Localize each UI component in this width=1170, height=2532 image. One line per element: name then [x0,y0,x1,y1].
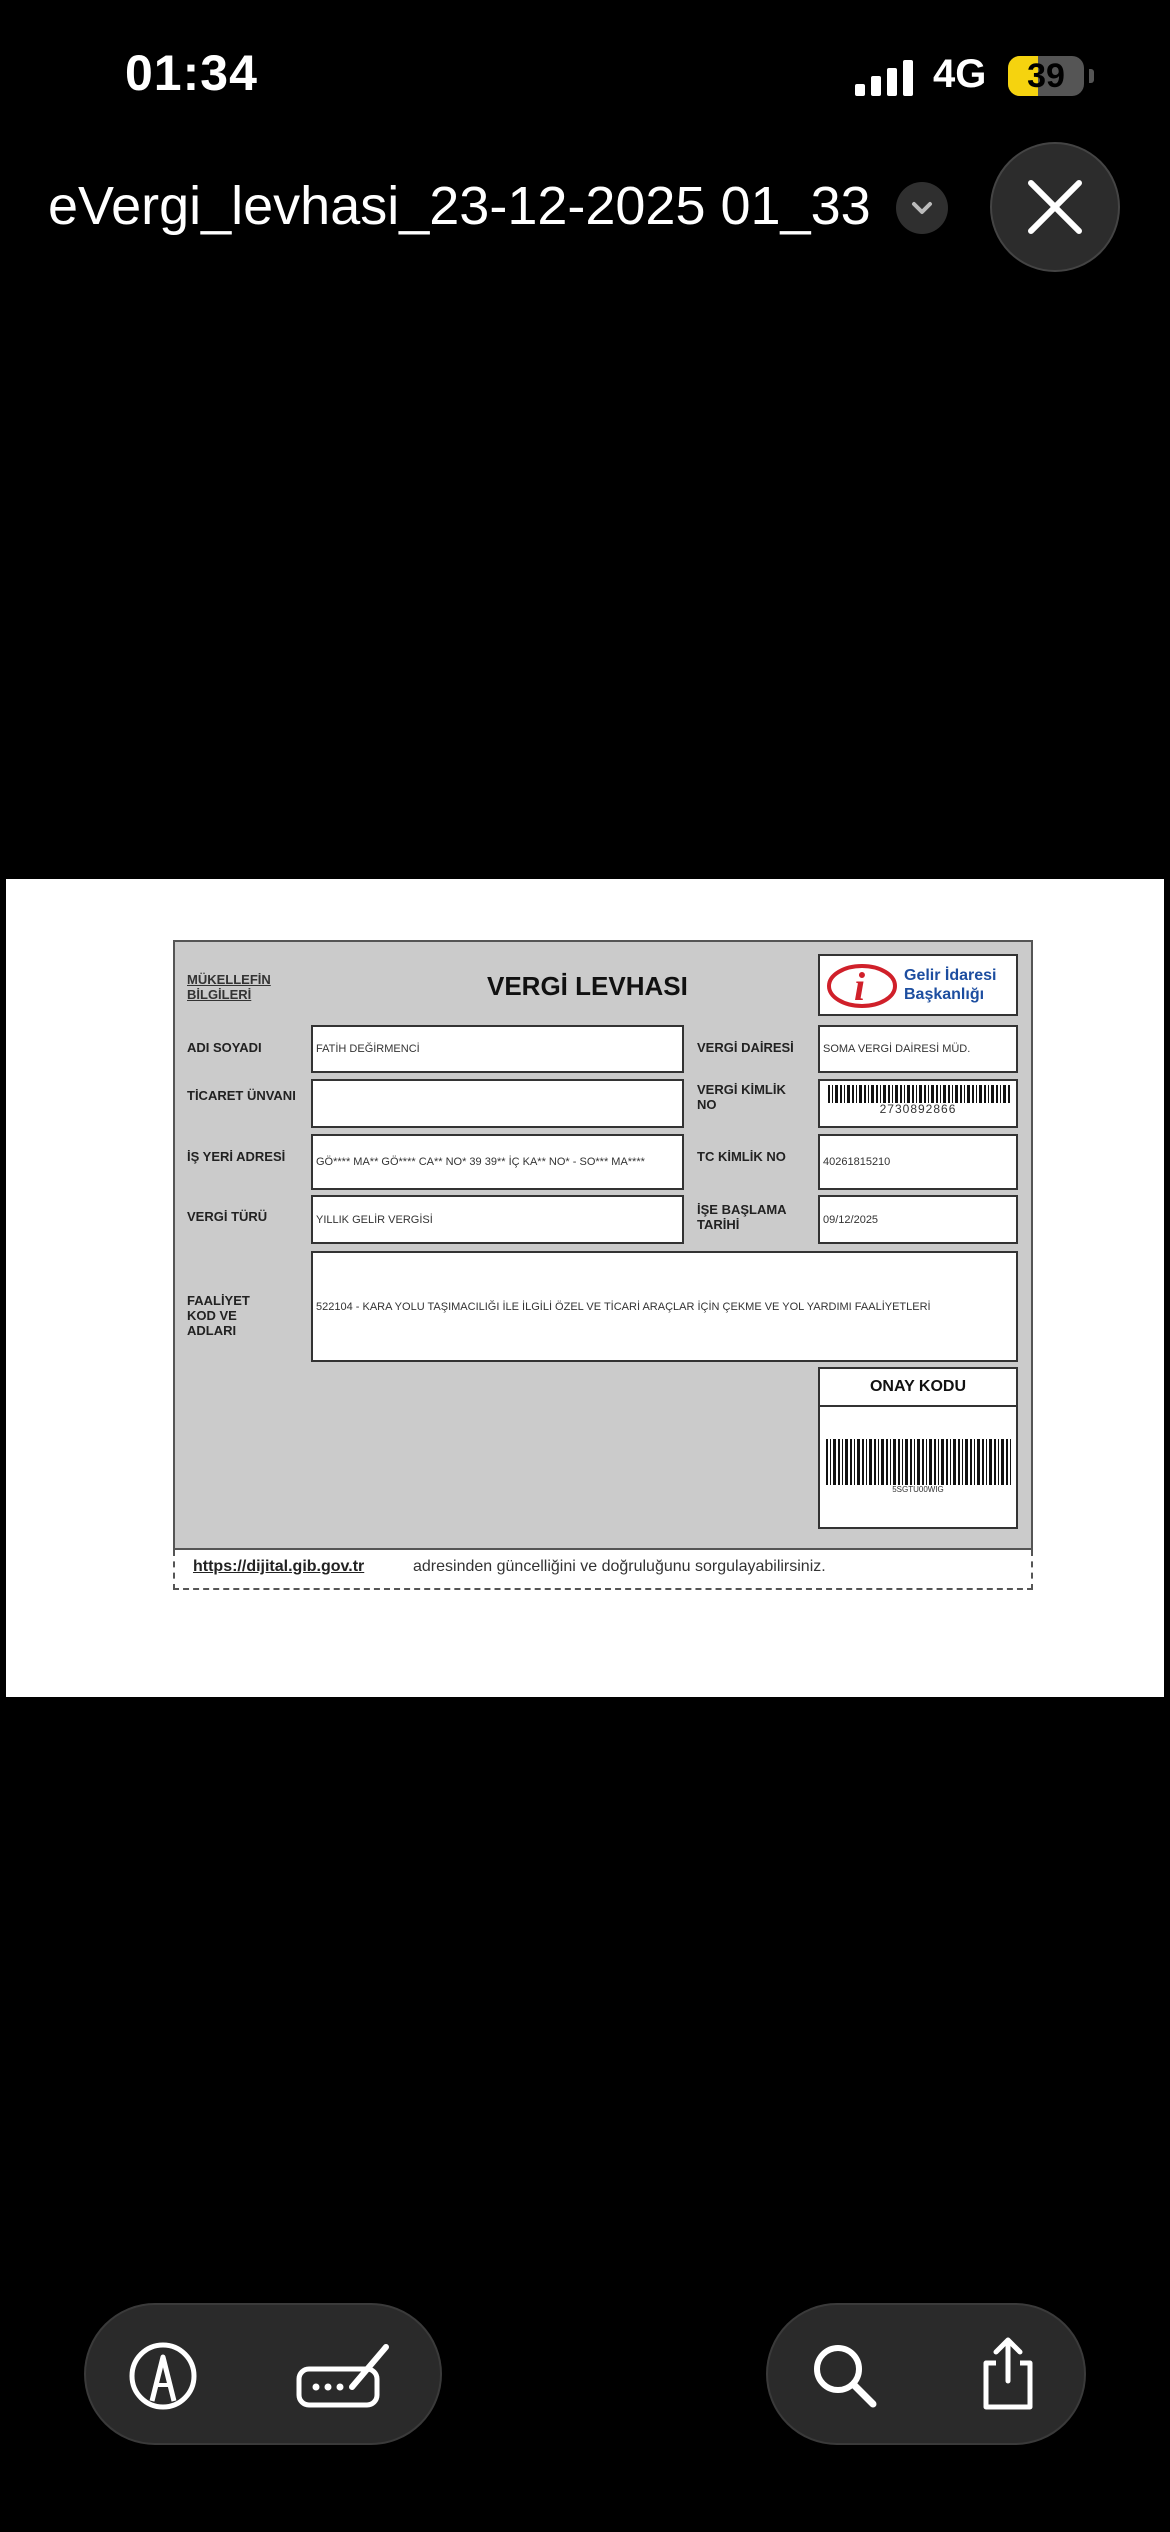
barcode-bar [929,1439,932,1485]
barcode-bar [924,1085,926,1103]
barcode-bar [914,1439,915,1485]
barcode-bar [844,1085,845,1103]
barcode-bar [991,1085,994,1103]
barcode-bar [1001,1439,1004,1485]
barcode-bar [842,1439,843,1485]
document-page[interactable] [6,879,1164,1697]
barcode-bar [922,1439,924,1485]
barcode-bar [902,1439,903,1485]
barcode-bar [828,1085,830,1103]
barcode-bar [880,1085,881,1103]
barcode-bar [876,1085,878,1103]
title-menu-button[interactable] [896,182,948,234]
left-toolbar [84,2303,442,2445]
barcode-bar [898,1439,900,1485]
label-activity: FAALİYET KOD VE ADLARI [187,1293,250,1338]
barcode-bar [974,1439,975,1485]
signature-icon[interactable] [296,2341,396,2411]
share-icon[interactable] [978,2335,1038,2411]
barcode-bar [864,1085,866,1103]
battery-tip [1089,69,1094,83]
barcode-bar [904,1085,905,1103]
label-tax-id: VERGİ KİMLİK NO [697,1082,786,1112]
document-heading: VERGİ LEVHASI [487,971,688,1001]
document-title[interactable]: eVergi_levhasi_23-12-2025 01_33 [48,176,871,236]
barcode-bar [862,1439,864,1485]
barcode-bar [1006,1439,1008,1485]
value-trade-name [311,1079,684,1128]
barcode-bar [972,1085,974,1103]
tax-id-barcode [828,1085,1010,1103]
barcode-bar [905,1439,908,1485]
barcode-bar [871,1085,874,1103]
barcode-bar [977,1439,980,1485]
barcode-bar [900,1085,902,1103]
value-tax-type: YILLIK GELİR VERGİSİ [311,1195,684,1244]
right-toolbar [766,2303,1086,2445]
barcode-bar [976,1085,977,1103]
barcode-bar [917,1439,920,1485]
barcode-bar [878,1439,879,1485]
barcode-bar [931,1085,934,1103]
barcode-bar [953,1439,956,1485]
approval-barcode [826,1439,1012,1485]
barcode-bar [928,1085,929,1103]
value-tc-id: 40261815210 [818,1134,1018,1190]
barcode-bar [982,1439,984,1485]
label-address: İŞ YERİ ADRESİ [187,1149,286,1164]
section-label: MÜKELLEFİN BİLGİLERİ [187,972,271,1002]
value-activity: 522104 - KARA YOLU TAŞIMACILIĞI İLE İLGİLİ ÖZEL VE TİCARİ ARAÇLAR İÇİN ÇEKME VE YOL YARDIMI FAALİYETLERİ [311,1251,1018,1362]
barcode-bar [892,1085,893,1103]
barcode-bar [940,1085,941,1103]
approval-box [818,1405,1018,1529]
barcode-bar [946,1439,948,1485]
barcode-bar [895,1085,898,1103]
barcode-bar [979,1085,982,1103]
barcode-bar [830,1439,831,1485]
network-type: 4G [933,52,987,96]
barcode-bar [912,1085,914,1103]
barcode-bar [847,1085,850,1103]
barcode-bar [910,1439,912,1485]
footer-link[interactable]: https://dijital.gib.gov.tr [193,1558,365,1575]
barcode-bar [835,1085,838,1103]
tax-plate [173,940,1033,1550]
chevron-down-icon [909,196,935,220]
cellular-signal-icon [855,60,915,96]
barcode-bar [840,1085,842,1103]
gib-logo-icon [826,962,898,1010]
barcode-bar [907,1085,910,1103]
markup-pen-icon[interactable] [128,2341,198,2411]
barcode-bar [1003,1085,1006,1103]
gib-logo [818,954,1018,1016]
barcode-bar [960,1085,962,1103]
barcode-bar [850,1439,852,1485]
approval-code: 5SGTU00WIG [892,1485,944,1494]
barcode-bar [1008,1085,1010,1103]
barcode-bar [866,1439,867,1485]
barcode-bar [964,1085,965,1103]
value-tax-id-box [818,1079,1018,1128]
label-trade-name: TİCARET ÜNVANI [187,1088,296,1103]
barcode-bar [893,1439,896,1485]
barcode-bar [854,1439,855,1485]
barcode-bar [857,1439,860,1485]
battery-icon [1008,56,1084,96]
label-tax-type: VERGİ TÜRÜ [187,1209,268,1224]
label-start-date: İŞE BAŞLAMA TARİHİ [697,1202,787,1232]
barcode-bar [874,1439,876,1485]
barcode-bar [996,1085,998,1103]
label-tc-id: TC KİMLİK NO [697,1149,786,1164]
barcode-bar [838,1439,840,1485]
barcode-bar [967,1085,970,1103]
close-icon [1025,177,1085,237]
logo-text: Gelir İdaresi Başkanlığı [904,967,997,1003]
barcode-bar [845,1439,848,1485]
barcode-bar [868,1085,869,1103]
barcode-bar [984,1085,986,1103]
barcode-bar [950,1439,951,1485]
barcode-bar [881,1439,884,1485]
barcode-bar [886,1439,888,1485]
barcode-bar [852,1085,854,1103]
barcode-bar [962,1439,963,1485]
search-icon[interactable] [810,2341,880,2411]
barcode-bar [948,1085,950,1103]
footer-note: adresinden güncelliğini ve doğruluğunu sorgulayabilirsiniz. [413,1558,826,1575]
barcode-bar [890,1439,891,1485]
barcode-bar [883,1085,886,1103]
barcode-bar [958,1439,960,1485]
barcode-bar [938,1439,939,1485]
barcode-bar [832,1085,833,1103]
barcode-bar [833,1439,836,1485]
barcode-bar [934,1439,936,1485]
barcode-bar [989,1439,992,1485]
barcode-bar [970,1439,972,1485]
value-name: FATİH DEĞİRMENCİ [311,1025,684,1073]
barcode-bar [955,1085,958,1103]
battery-level: 39 [1027,57,1065,95]
barcode-bar [826,1439,828,1485]
barcode-bar [916,1085,917,1103]
barcode-bar [965,1439,968,1485]
document-footer [173,1550,1033,1590]
barcode-bar [856,1085,857,1103]
barcode-bar [988,1085,989,1103]
barcode-bar [888,1085,890,1103]
barcode-bar [859,1085,862,1103]
label-tax-office: VERGİ DAİRESİ [697,1040,794,1055]
barcode-bar [986,1439,987,1485]
barcode-bar [941,1439,944,1485]
barcode-bar [943,1085,946,1103]
approval-title: ONAY KODU [818,1367,1018,1407]
value-start-date: 09/12/2025 [818,1195,1018,1244]
barcode-bar [1000,1085,1001,1103]
barcode-bar [994,1439,996,1485]
barcode-bar [1010,1439,1011,1485]
close-button[interactable] [990,142,1120,272]
barcode-bar [952,1085,953,1103]
svg-text:i: i [854,964,866,1009]
barcode-bar [926,1439,927,1485]
value-address: GÖ**** MA** GÖ**** CA** NO* 39 39** İÇ KA** NO* - SO*** MA**** [311,1134,684,1190]
value-tax-id: 2730892866 [879,1102,957,1116]
status-time: 01:34 [125,45,258,101]
barcode-bar [919,1085,922,1103]
value-tax-office: SOMA VERGİ DAİRESİ MÜD. [818,1025,1018,1073]
barcode-bar [869,1439,872,1485]
label-name: ADI SOYADI [187,1040,262,1055]
barcode-bar [936,1085,938,1103]
barcode-bar [998,1439,999,1485]
